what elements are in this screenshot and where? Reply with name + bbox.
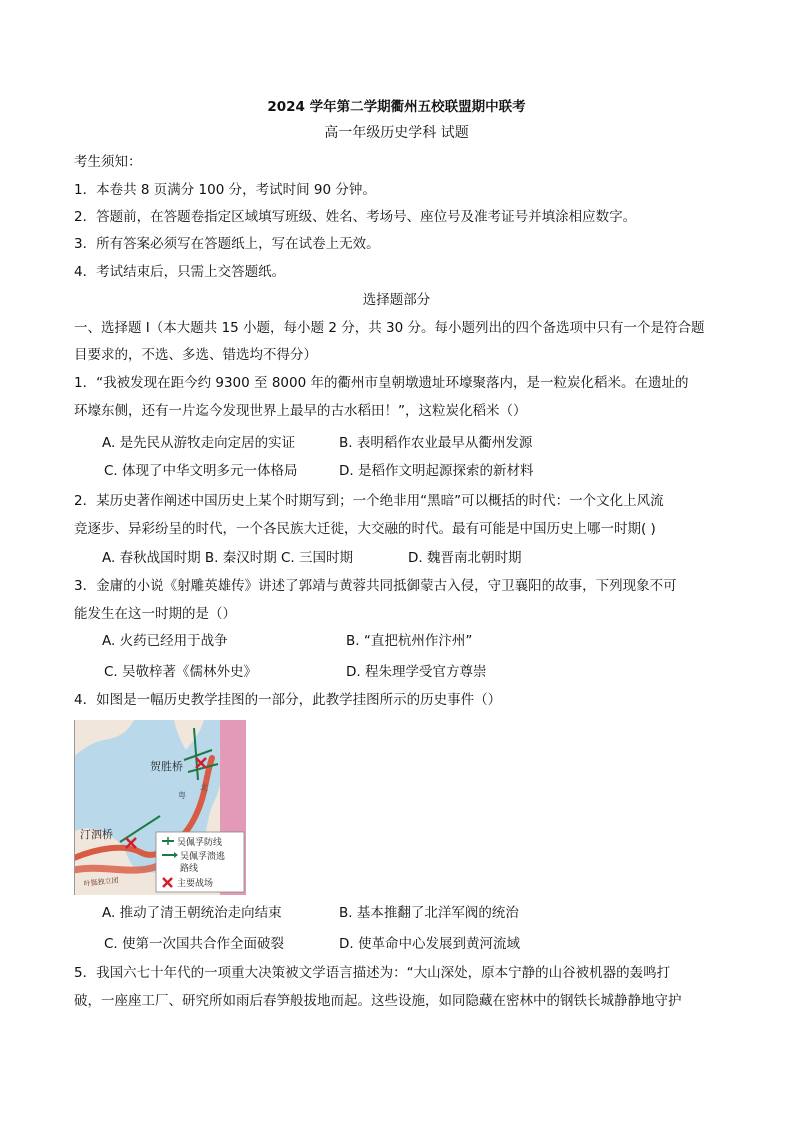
notice-item: 1．本卷共 8 页满分 100 分，考试时间 90 分钟。 <box>74 182 376 198</box>
legend-battlefield: 主要战场 <box>177 879 214 889</box>
question-2-option-abc: A. 春秋战国时期 B. 秦汉时期 C. 三国时期 <box>102 550 354 566</box>
part-instruction: 目要求的，不选、多选、错选均不得分） <box>74 347 317 363</box>
section-title: 选择题部分 <box>362 292 431 308</box>
label-hesheng-bridge: 贺胜桥 <box>150 760 183 773</box>
exam-title: 2024 学年第二学期衢州五校联盟期中联考 <box>267 99 526 115</box>
question-3-option-b: B. “直把杭州作汴州” <box>346 633 473 649</box>
question-5-stem: 破，一座座工厂、研究所如雨后春笋般拔地而起。这些设施，如同隐藏在密林中的钢铁长城静静地守护 <box>74 993 682 1009</box>
legend-defense-line: 吴佩孚防线 <box>177 838 223 848</box>
question-1-option-c: C. 体现了中华文明多元一体格局 <box>104 463 298 479</box>
question-1-option-d: D. 是稻作文明起源探索的新材料 <box>339 463 534 479</box>
question-5-stem: 5．我国六七十年代的一项重大决策被文学语言描述为：“大山深处，原本宁静的山谷被机器的轰鸣打 <box>74 965 671 981</box>
question-3-option-d: D. 程朱理学受官方尊崇 <box>346 664 487 680</box>
legend-route-text: 路线 <box>180 864 199 874</box>
question-2-option-d: D. 魏晋南北朝时期 <box>408 550 522 566</box>
question-3-option-c: C. 吴敬梓著《儒林外史》 <box>104 664 258 680</box>
notice-item: 3．所有答案必须写在答题纸上，写在试卷上无效。 <box>74 236 380 252</box>
question-3-stem: 3．金庸的小说《射雕英雄传》讲述了郭靖与黄蓉共同抵御蒙古入侵，守卫襄阳的故事，下列现象不可 <box>74 578 677 594</box>
question-1-option-a: A. 是先民从游牧走向定居的实证 <box>102 435 296 451</box>
notice-item: 2．答题前，在答题卷指定区域填写班级、姓名、考场号、座位号及准考证号并填涂相应数字。 <box>74 209 637 225</box>
notice-heading: 考生须知： <box>74 154 142 170</box>
label-river: 粤 <box>178 791 186 800</box>
part-instruction: 一、选择题 I（本大题共 15 小题，每小题 2 分，共 30 分。每小题列出的四个备选项中只有一个是符合题 <box>74 320 705 336</box>
question-4-option-b: B. 基本推翻了北洋军阀的统治 <box>339 905 519 921</box>
route-line-south <box>74 866 158 870</box>
notice-item: 4．考试结束后，只需上交答题纸。 <box>74 264 286 280</box>
label-north: 北 <box>200 783 208 792</box>
question-4-stem: 4．如图是一幅历史教学挂图的一部分，此教学挂图所示的历史事件（） <box>74 692 502 708</box>
question-2-stem: 2．某历史著作阐述中国历史上某个时期写到；一个绝非用“黑暗”可以概括的时代：一个文化上风流 <box>74 493 664 509</box>
question-1-stem: 环壕东侧，还有一片迄今发现世界上最早的古水稻田！”，这粒炭化稻米（） <box>74 403 527 419</box>
question-3-option-a: A. 火药已经用于战争 <box>102 633 228 649</box>
exam-subtitle: 高一年级历史学科 试题 <box>324 125 469 141</box>
question-2-stem: 竞逐步、异彩纷呈的时代，一个各民族大迁徙，大交融的时代。最有可能是中国历史上哪一时期( ) <box>74 521 656 537</box>
northern-expedition-map <box>74 720 246 895</box>
question-4-option-c: C. 使第一次国共合作全面破裂 <box>104 936 285 952</box>
question-1-option-b: B. 表明稻作农业最早从衢州发源 <box>339 435 533 451</box>
label-route: 叶挺独立团 <box>83 876 120 888</box>
question-4-option-d: D. 使革命中心发展到黄河流域 <box>339 936 520 952</box>
question-3-stem: 能发生在这一时期的是（） <box>74 606 236 622</box>
history-map-figure <box>74 720 246 895</box>
label-tingsi-bridge: 汀泗桥 <box>80 828 113 841</box>
legend-retreat: 吴佩孚溃逃 <box>180 852 226 862</box>
question-1-stem: 1．“我被发现在距今约 9300 至 8000 年的衢州市皇朝墩遗址环壕聚落内，是一粒炭化稻米。在遗址的 <box>74 375 689 391</box>
question-4-option-a: A. 推动了清王朝统治走向结束 <box>102 905 282 921</box>
